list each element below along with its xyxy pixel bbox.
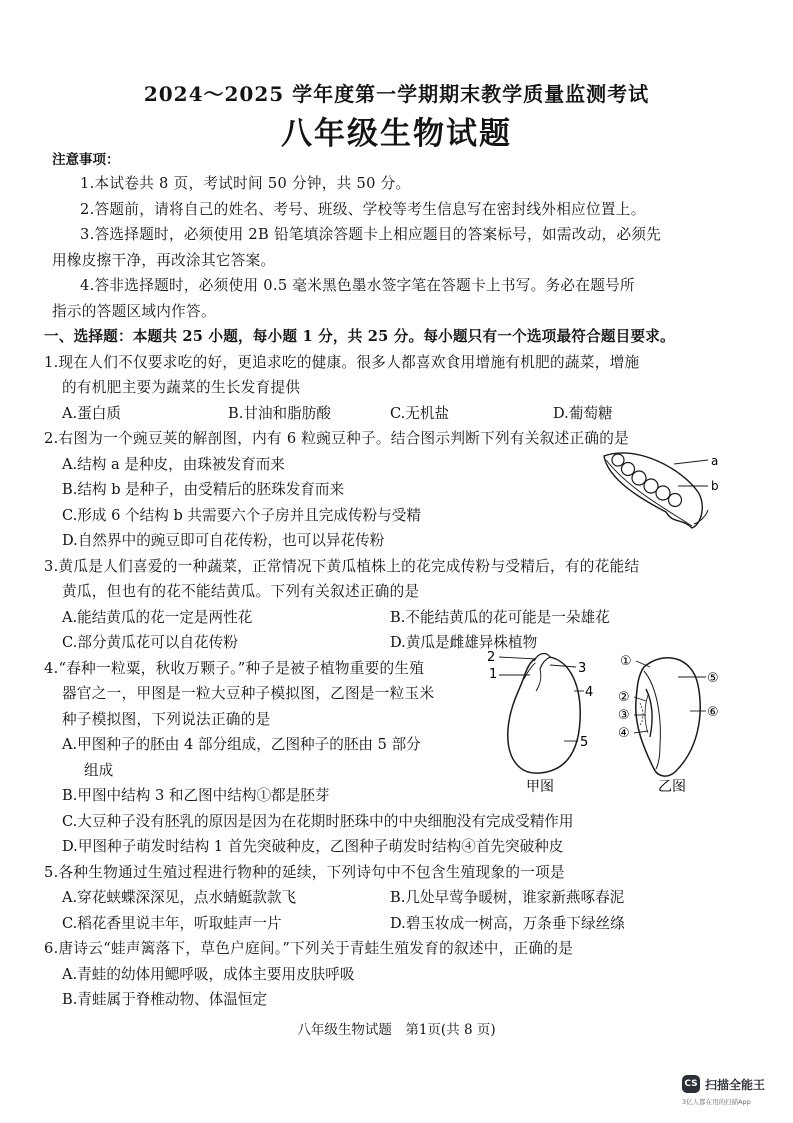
- q3-option-d: D.黄瓜是雌雄异株植物: [390, 634, 538, 651]
- jia-label-1: 1: [489, 667, 498, 682]
- jia-label-4: 4: [585, 685, 594, 700]
- q6-option-b: B.青蛙属于脊椎动物、体温恒定: [62, 991, 268, 1008]
- q3-option-c: C.部分黄瓜花可以自花传粉: [62, 634, 238, 651]
- page-footer: 八年级生物试题 第1页(共 8 页): [297, 1022, 496, 1038]
- note-3-line2: 用橡皮擦干净，再改涂其它答案。: [52, 252, 276, 269]
- note-1: 1.本试卷共 8 页，考试时间 50 分钟，共 50 分。: [80, 175, 411, 192]
- q6-option-a: A.青蛙的幼体用鳃呼吸，成体主要用皮肤呼吸: [62, 966, 355, 983]
- q5-option-b: B.几处早莺争暖树，谁家新燕啄春泥: [390, 889, 625, 906]
- q3-option-a: A.能结黄瓜的花一定是两性花: [62, 609, 253, 626]
- jia-label-5: 5: [580, 735, 589, 750]
- q1-option-c: C.无机盐: [390, 405, 450, 422]
- exam-title: 2024～2025 学年度第一学期期末教学质量监测考试: [143, 82, 650, 106]
- q3-option-b: B.不能结黄瓜的花可能是一朵雄花: [390, 609, 610, 626]
- q1-option-a: A.蛋白质: [62, 405, 121, 422]
- note-4-line2: 指示的答题区域内作答。: [52, 303, 216, 320]
- note-4-line1: 4.答非选择题时，必须使用 0.5 毫米黑色墨水签字笔在答题卡上书写。务必在题号所: [80, 277, 635, 294]
- soybean-seed-figure: [484, 645, 604, 795]
- note-3-line1: 3.答选择题时，必须使用 2B 铅笔填涂答题卡上相应题目的答案标号，如需改动，必须先: [80, 226, 662, 243]
- q3-stem-line1: 3.黄瓜是人们喜爱的一种蔬菜，正常情况下黄瓜植株上的花完成传粉与受精后，有的花能结: [44, 558, 640, 575]
- q1-option-b: B.甘油和脂肪酸: [228, 405, 331, 422]
- yi-label-3: ③: [618, 708, 630, 723]
- q4-stem-line1: 4.“春种一粒粟，秋收万颗子。”种子是被子植物重要的生殖: [44, 660, 425, 677]
- q4-option-a-line1: A.甲图种子的胚由 4 部分组成，乙图种子的胚由 5 部分: [62, 736, 421, 753]
- q2-stem: 2.右图为一个豌豆荚的解剖图，内有 6 粒豌豆种子。结合图示判断下列有关叙述正确的是: [44, 430, 630, 447]
- q1-stem-line1: 1.现在人们不仅要求吃的好，更追求吃的健康。很多人都喜欢食用增施有机肥的蔬菜，增施: [44, 354, 640, 371]
- q4-stem-line2: 器官之一，甲图是一粒大豆种子模拟图，乙图是一粒玉米: [62, 685, 435, 702]
- section-1-heading: 一、选择题：本题共 25 小题，每小题 1 分，共 25 分。每小题只有一个选项最符合题目要求。: [44, 328, 675, 345]
- q2-option-d: D.自然界中的豌豆即可自花传粉，也可以异花传粉: [62, 532, 385, 549]
- q2-label-a: a: [711, 454, 719, 468]
- fig-jia-caption: 甲图: [526, 779, 554, 795]
- note-2: 2.答题前，请将自己的姓名、考号、班级、学校等考生信息写在密封线外相应位置上。: [80, 201, 646, 218]
- corn-seed-figure: [614, 645, 734, 795]
- q2-option-c: C.形成 6 个结构 b 共需要六个子房并且完成传粉与受精: [62, 507, 421, 524]
- q1-stem-line2: 的有机肥主要为蔬菜的生长发育提供: [62, 379, 301, 396]
- q4-option-a-line2: 组成: [84, 762, 114, 779]
- notes-heading: 注意事项：: [52, 152, 120, 168]
- q1-option-d: D.葡萄糖: [553, 405, 613, 422]
- pea-pod-figure: [598, 440, 728, 532]
- q5-option-a: A.穿花蛱蝶深深见，点水蜻蜓款款飞: [62, 889, 297, 906]
- yi-label-2: ②: [618, 690, 630, 705]
- yi-label-6: ⑥: [707, 705, 719, 720]
- subject-title: 八年级生物试题: [281, 116, 512, 152]
- scanner-app-name: 扫描全能王: [705, 1078, 766, 1092]
- q5-stem: 5.各种生物通过生殖过程进行物种的延续，下列诗句中不包含生殖现象的一项是: [44, 864, 565, 881]
- q4-option-c: C.大豆种子没有胚乳的原因是因为在花期时胚珠中的中央细胞没有完成受精作用: [62, 813, 574, 830]
- q5-option-d: D.碧玉妆成一树高，万条垂下绿丝绦: [390, 915, 625, 932]
- fig-yi-caption: 乙图: [658, 779, 686, 795]
- q2-label-b: b: [711, 479, 719, 493]
- q2-option-a: A.结构 a 是种皮，由珠被发育而来: [62, 456, 285, 473]
- q6-stem: 6.唐诗云“蛙声篱落下，草色户庭间。”下列关于青蛙生殖发育的叙述中，正确的是: [44, 940, 574, 957]
- scanner-logo-icon: CS: [682, 1075, 700, 1093]
- q4-stem-line3: 种子模拟图，下列说法正确的是: [62, 711, 271, 728]
- q3-stem-line2: 黄瓜，但也有的花不能结黄瓜。下列有关叙述正确的是: [62, 583, 420, 600]
- yi-label-4: ④: [618, 726, 630, 741]
- jia-label-2: 2: [487, 650, 496, 665]
- q5-option-c: C.稻花香里说丰年，听取蛙声一片: [62, 915, 282, 932]
- scanner-app-tagline: 3亿人都在用的扫描App: [682, 1098, 751, 1106]
- q2-option-b: B.结构 b 是种子，由受精后的胚珠发育而来: [62, 481, 345, 498]
- jia-label-3: 3: [578, 661, 587, 676]
- yi-label-1: ①: [620, 654, 632, 669]
- yi-label-5: ⑤: [707, 671, 719, 686]
- q4-option-b: B.甲图中结构 3 和乙图中结构①都是胚芽: [62, 787, 330, 804]
- q4-option-d: D.甲图种子萌发时结构 1 首先突破种皮，乙图种子萌发时结构④首先突破种皮: [62, 838, 564, 855]
